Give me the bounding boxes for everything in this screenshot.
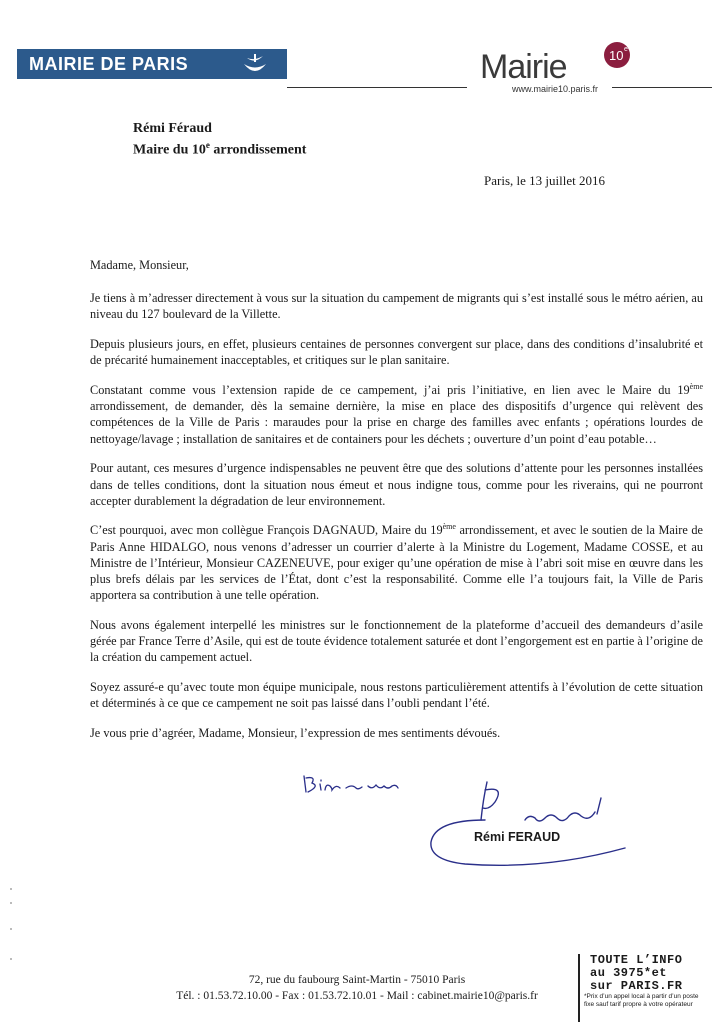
paragraph-4: Pour autant, ces mesures d’urgence indispensables ne peuvent être que des solutions d’attente pour les personnes installées dans de telles conditions, dont la situation nous émeut et nous indigne tous, comme pour les riverains, qui ne pourront accepter durablement la dégradation de leur environnement. — [90, 461, 703, 508]
salutation: Madame, Monsieur, — [90, 258, 189, 272]
paragraph-3: Constatant comme vous l’extension rapide de ce campement, j’ai pris l’initiative, en lien avec le Maire du 19ème arrondissement, de demander, dès la semaine dernière, la mise en place des dispositifs d’urgence qui relèvent des compétences de la Ville de Paris : maraudes pour la prise en charge des familles avec enfants ; opérations lourdes de nettoyage/lavage ; installation de sanitaires et de containers pour les déchets ; ouverture d’un point d’eau potable… — [90, 381, 703, 446]
mairie-de-paris-text: MAIRIE DE PARIS — [29, 53, 189, 74]
handwritten-signature — [425, 780, 645, 876]
scan-speck — [10, 958, 12, 960]
ad-line-3: sur PARIS.FR — [590, 979, 683, 993]
paragraph-5: C’est pourquoi, avec mon collègue François DAGNAUD, Maire du 19ème arrondissement, et avec le soutien de la Maire de Paris Anne HIDALGO, nous venons d’adresser un courrier d’alerte à la Ministre du Logement, Madame COSSE, et au Ministre de l’Intérieur, Monsieur CAZENEUVE, pour exiger qu’une opération de mise à l’abri soit mise en œuvre dans les plus brefs délais par les services de l’État, dont c’est la responsabilité. Comme elle l’a toujours fait, la Ville de Paris apportera sa contribution à une telle opération. — [90, 522, 703, 603]
mairie-de-paris-logo — [17, 49, 287, 79]
sender-title: Maire du 10e arrondissement — [133, 140, 307, 158]
ad-line-1: TOUTE L’INFO — [590, 953, 683, 967]
mairie-10e-logo-text: Mairie — [480, 48, 567, 86]
letter-body — [90, 257, 703, 755]
footer-address: 72, rue du faubourg Saint-Martin - 75010 Paris — [248, 974, 466, 986]
scan-speck — [10, 928, 12, 930]
ad-note-2: fixe sauf tarif propre à votre opérateur — [584, 1001, 693, 1008]
letter-date: Paris, le 13 juillet 2016 — [484, 173, 605, 188]
arrondissement-badge-number: 10 — [609, 48, 624, 63]
paragraph-2: Depuis plusieurs jours, en effet, plusieurs centaines de personnes convergent sur place, dans des conditions d’insalubrité et de précarité humainement inacceptables, et critiques sur le plan sanitaire. — [90, 337, 703, 368]
sender-name: Rémi Féraud — [133, 121, 212, 136]
scan-speck — [10, 902, 12, 904]
paris-ship-icon — [241, 52, 269, 76]
paragraph-6: Nous avons également interpellé les ministres sur le fonctionnement de la plateforme d’accueil des demandeurs d’asile gérée par France Terre d’Asile, qui est de toute évidence totalement saturée et dont l’engorgement est en partie à l’origine de la création du campement actuel. — [90, 617, 703, 665]
info-3975-ad — [578, 954, 720, 1022]
ad-note-1: *Prix d’un appel local à partir d’un poste — [584, 993, 699, 1000]
footer-contact: Tél. : 01.53.72.10.00 - Fax : 01.53.72.10.01 - Mail : cabinet.mairie10@paris.fr — [176, 990, 538, 1002]
arrondissement-badge-sup: e — [624, 46, 628, 53]
mairie-10e-logo — [474, 38, 634, 90]
paragraph-1: Je tiens à m’adresser directement à vous sur la situation du campement de migrants qui s’est installé sous le métro aérien, au niveau du 127 boulevard de la Villette. — [90, 291, 703, 322]
scan-speck — [10, 888, 12, 890]
header-rule — [287, 87, 467, 88]
mairie-10e-url: www.mairie10.paris.fr — [512, 84, 599, 94]
signer-name: Rémi FERAUD — [474, 830, 561, 844]
ad-line-2: au 3975*et — [590, 966, 668, 980]
closing: Je vous prie d’agréer, Madame, Monsieur, l’expression de mes sentiments dévoués. — [90, 725, 501, 740]
handwritten-note — [300, 772, 410, 796]
paragraph-7: Soyez assuré-e qu’avec toute mon équipe municipale, nous restons particulièrement attentifs à l’évolution de cette situation et déterminés à ce que ce campement ne soit pas laissé dans l’oubli pendant l’été. — [90, 680, 703, 711]
